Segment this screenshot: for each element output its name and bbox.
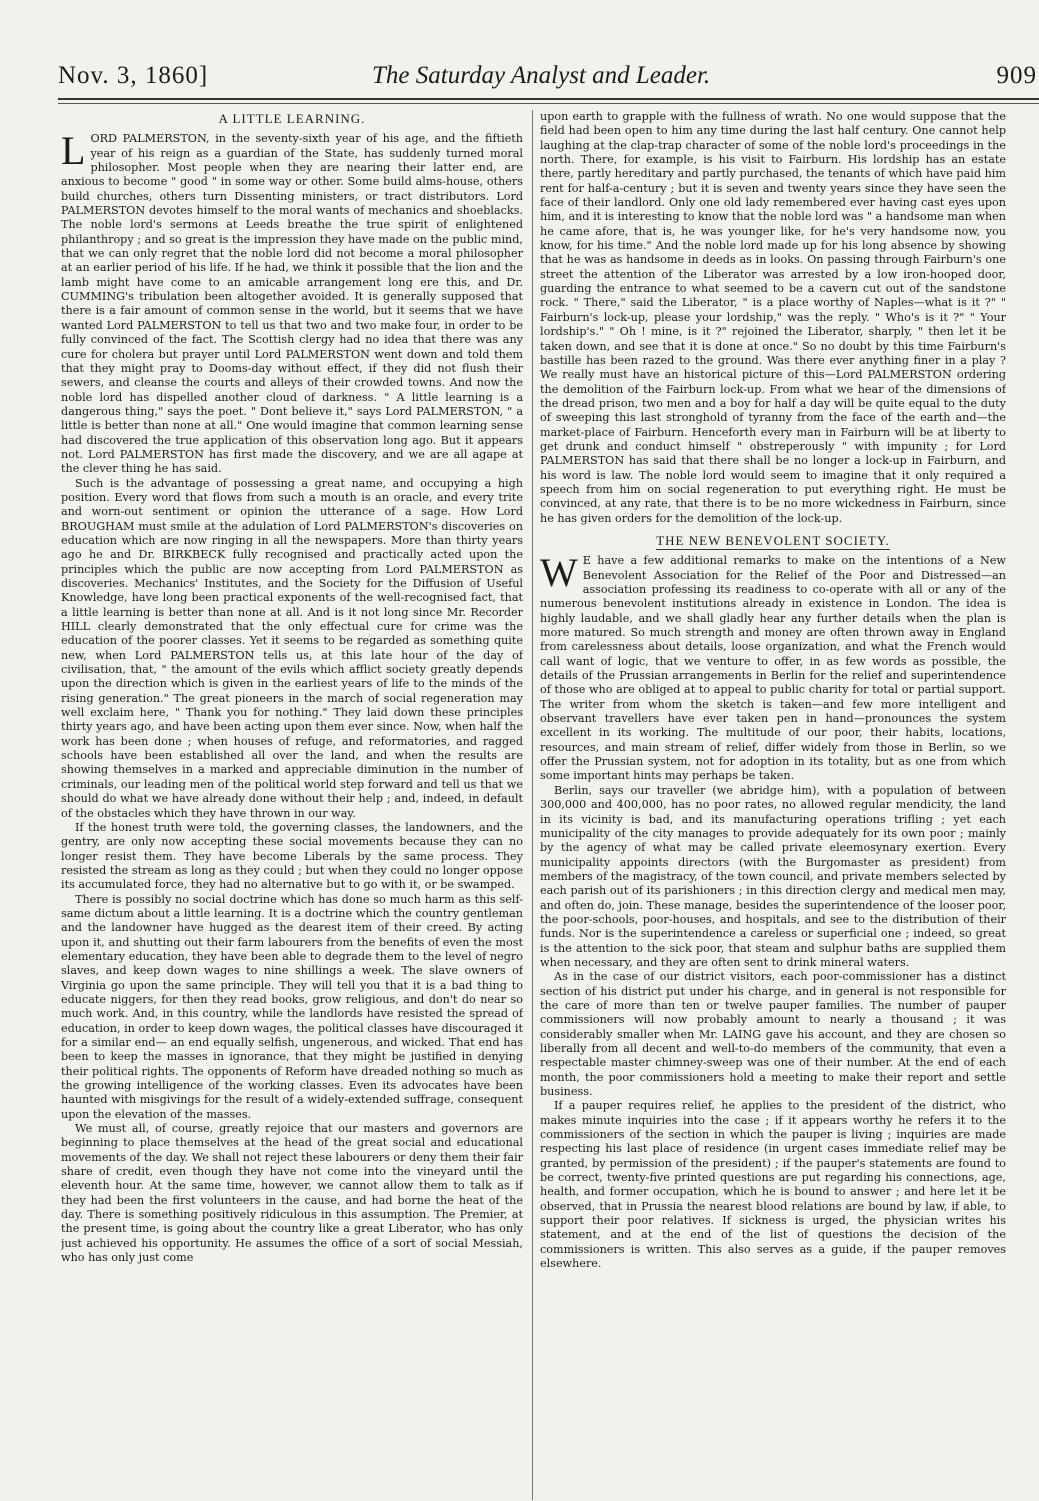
article-title-little-learning: A LITTLE LEARNING. <box>218 111 366 126</box>
right-column <box>540 110 1006 1495</box>
page-header <box>58 58 1039 100</box>
title-text: THE NEW BENEVOLENT SOCIETY. <box>656 532 890 548</box>
article-paragraph <box>540 550 1006 784</box>
article-paragraph: Such is the advantage of possessing a great name, and occupying a high position. Every word that flows from such a mouth is an oracle, and every trite and worn-out sentiment or opinion the utterance of a sage. How Lord BROUGHAM must smile at the adulation of Lord PALMERSTON's discoveries on education which are now ringing in all the newspapers. More than thirty years ago he and Dr. BIRKBECK fully recognised and practically acted upon the principles which the public are now accepting from Lord PALMERSTON as discoveries. Mechanics' Institutes, and the Society for the Diffusion of Useful Knowledge, have long been practical exponents of the well-recognised fact, that a little learning is better than none at all. And is it not long since Mr. Recorder HILL clearly demonstrated that the only effectual cure for crime was the education of the poorer classes. Yet it seems to be regarded as something quite new, when Lord PALMERSTON tells us, at this late hour of the day of civilisation, that, " the amount of the evils which afflict society greatly depends upon the direction which is given in the earliest years of life to the minds of the rising generation." The great pioneers in the march of social regeneration may well exclaim here, " Thank you for nothing." They laid down these principles thirty years ago, and have been acting upon them ever since. Now, when half the work has been done ; when houses of refuge, and reformatories, and ragged schools have been established all over the land, and when the results are showing themselves in a marked and appreciable diminution in the number of criminals, our leading men of the political world step forward and tell us that we should do what we have already done without their help ; and, indeed, in default of the obstacles which they have thrown in our way. <box>61 476 523 820</box>
article-paragraph: There is possibly no social doctrine which has done so much harm as this self-same dictum about a little learning. It is a doctrine which the country gentleman and the landowner have hugged as the dearest item of their creed. By acting upon it, and shutting out their farm labourers from the benefits of even the most elementary education, they have been able to degrade them to the level of negro slaves, and keep down wages to nine shillings a week. The slave owners of Virginia go upon the same principle. They will tell you that it is a bad thing to educate niggers, for then they read books, grow religious, and don't do near so much work. And, in this country, while the landlords have resisted the spread of education, in order to keep down wages, the political classes have discouraged it for a similar end— an end equally selfish, ungenerous, and wicked. That end has been to keep the masses in ignorance, that they might be justified in denying their political rights. The opponents of Reform have dreaded nothing so much as the growing intelligence of the working classes. Even its advocates have been haunted with misgivings for the result of a widely-extended suffrage, consequent upon the elevation of the masses. <box>61 892 523 1121</box>
article-paragraph <box>61 128 523 476</box>
drop-cap: W <box>540 550 578 596</box>
issue-date: Nov. 3, 1860] <box>58 62 209 89</box>
article-continuation: upon earth to grapple with the fullness of wrath. No one would suppose that the field had been open to him any time during the last half century. One cannot help laughing at the clap-trap character of some of the noble lord's proceedings in the north. There, for example, is his visit to Fairburn. His lordship has an estate there, partly hereditary and partly purchased, the tenants of which have paid him rent for half-a-century ; but it is seven and twenty years since they have seen the face of their landlord. Only one old lady remembered ever having cast eyes upon him, and it is interesting to know that the noble lord was " a handsome man when he came afore, that is, he was younger like, for he's very handsome now, you know, for his time." And the noble lord made up for his long absence by showing that he was as handsome in deeds as in looks. On passing through Fairburn's one street the attention of the Liberator was arrested by a low iron-hooped door, guarding the entrance to what seemed to be a cavern cut out of the sandstone rock. " There," said the Liberator, " is a place worthy of Naples—what is it ?" " Fairburn's lock-up, please your lordship," was the reply. " Who's is it ?" " Your lordship's." " Oh ! mine, is it ?" rejoined the Liberator, sharply, " then let it be taken down, and see that it is done at once." So no doubt by this time Fairburn's bastille has been razed to the ground. Was there ever anything finer in a play ? We really must have an historical picture of this—Lord PALMERSTON ordering the demolition of the Fairburn lock-up. From what we hear of the dimensions of the dread prison, two men and a boy for half a day will be quite equal to the duty of sweeping this last stronghold of tyranny from the face of the earth and—the market-place of Fairburn. Henceforth every man in Fairburn will be at liberty to get drunk and conduct himself " obstreperously " with impunity ; for Lord PALMERSTON has said that there shall be no longer a lock-up in Fairburn, and his word is law. The noble lord would seem to imagine that it only required a speech from him on social regeneration to put everything right. He must be convinced, at any rate, that there is to be no more wickedness in Fairburn, since he has given orders for the demolition of the lock-up. <box>540 110 1006 525</box>
column-divider <box>532 110 533 1500</box>
drop-cap: L <box>61 128 86 174</box>
article-paragraph: If a pauper requires relief, he applies to the president of the district, who makes minute inquiries into the case ; if it appears worthy he refers it to the commissioners of the section in which the pauper is living ; inquiries are made respecting his last place of residence (in urgent cases immediate relief may be granted, by permission of the president) ; if the pauper's statements are found to be correct, twenty-five printed questions are put regarding his connections, age, health, and former occupation, which he is bound to answer ; and here let it be observed, that in Prussia the nearest blood relations are bound by law, if able, to support their poor relatives. If sickness is urged, the physician writes his statement, and at the end of the list of questions the decision of the commissioners is written. This also serves as a guide, if the pauper removes elsewhere. <box>540 1099 1006 1271</box>
header-rule <box>58 103 1039 104</box>
article-title-benevolent-society <box>540 534 1006 548</box>
article-benevolent-society <box>540 534 1006 1272</box>
left-column <box>61 110 523 1495</box>
page-number: 909 <box>996 62 1037 89</box>
article-paragraph: Berlin, says our traveller (we abridge him), with a population of between 300,000 and 400,000, has no poor rates, no allowed regular mendicity, the land in its vicinity is bad, and its manufacturing operations trifling ; yet each municipality of the city manages to provide adequately for its own poor ; mainly by the agency of what may be called private eleemosynary exertion. Every municipality appoints directors (with the Burgomaster as president) from members of the magistracy, of the town council, and private members selected by each parish out of its parishioners ; in this direction clergy and medical men may, and often do, join. These manage, besides the superintendence of the looser poor, the poor-schools, poor-houses, and hospitals, and see to the distribution of their funds. Nor is the superintendence a careless or superficial one ; indeed, so great is the attention to the sick poor, that steam and sulphur baths are supplied them when necessary, and they are often sent to drink mineral waters. <box>540 783 1006 969</box>
article-paragraph: As in the case of our district visitors, each poor-commissioner has a distinct section of his district put under his charge, and in general is not responsible for the care of more than ten or twelve pauper families. The number of pauper commissioners will now probably amount to nearly a thousand ; it was considerably smaller when Mr. LAING gave his account, and they are chosen so liberally from all decent and well-to-do members of the community, that even a respectable master chimney-sweep was one of their number. At the end of each month, the poor commissioners hold a meeting to make their report and settle business. <box>540 970 1006 1099</box>
journal-title: The Saturday Analyst and Leader. <box>372 62 711 89</box>
article-paragraph: If the honest truth were told, the governing classes, the landowners, and the gentry, are only now accepting these social movements because they can no longer resist them. They have become Liberals by the same process. They resisted the stream as long as they could ; but when they could no longer oppose its accumulated force, they had no alternative but to go with it, or be swamped. <box>61 820 523 892</box>
article-paragraph: We must all, of course, greatly rejoice that our masters and governors are beginning to place themselves at the head of the great social and educational movements of the day. We shall not reject these labourers or deny them their fair share of credit, even though they have not come into the vineyard until the eleventh hour. At the same time, however, we cannot allow them to talk as if they had been the first volunteers in the cause, and had borne the heat of the day. There is something positively ridiculous in this assumption. The Premier, at the present time, is going about the country like a great Liberator, who has only just achieved his opportunity. He assumes the office of a sort of social Messiah, who has only just come <box>61 1122 523 1265</box>
paragraph-text: E have a few additional remarks to make on the intentions of a New Benevolent Association for the Relief of the Poor and Distressed—an association professing its readiness to co-operate with all or any of the numerous benevolent institutions already in existence in London. The idea is highly laudable, and we shall gladly hear any further details when the plan is more matured. So much strength and money are often thrown away in England from carelessness about details, loose organization, and what the French would call want of logic, that we venture to offer, in as few words as possible, the details of the Prussian arrangements in Berlin for the relief and superintendence of those who are obliged at to appeal to public charity for total or partial support. The writer from whom the sketch is taken—and few more intelligent and observant travellers have ever taken pen in hand—pronounces the system excellent in its working. The multitude of our poor, their habits, locations, resources, and main stream of relief, differ widely from those in Berlin, so we offer the Prussian system, not for adoption in its totality, but as one from which some important hints may perhaps be taken. <box>540 554 1006 783</box>
paragraph-text: ORD PALMERSTON, in the seventy-sixth year of his age, and the fiftieth year of his reign as a guardian of the State, has suddenly turned moral philosopher. Most people when they are nearing their latter end, are anxious to become " good " in some way or other. Some build alms-house, others build churches, others turn Dissenting ministers, or tract distributors. Lord PALMERSTON devotes himself to the moral wants of mechanics and shoeblacks. The noble lord's sermons at Leeds breathe the true spirit of enlightened philanthropy ; and so great is the impression they have made on the public mind, that we can only regret that the noble lord did not become a moral philosopher at an earlier period of his life. If he had, we think it possible that the lion and the lamb might have come to an amicable arrangement long ere this, and Dr. CUMMING's tribulation been altogether avoided. It is generally supposed that there is a fair amount of common sense in the world, but it seems that we have wanted Lord PALMERSTON to tell us that two and two make four, in order to be fully convinced of the fact. The Scottish clergy had no idea that there was any cure for cholera but prayer until Lord PALMERSTON went down and told them that they might pray to Dooms-day without effect, if they did not flush their sewers, and cleanse the courts and alleys of their crowded towns. And now the noble lord has dispelled another cloud of darkness. " A little learning is a dangerous thing," says the poet. " Dont believe it," says Lord PALMERSTON, " a little is better than none at all." One would imagine that common learning sense had discovered the true application of this observation long ago. But it appears not. Lord PALMERSTON has first made the discovery, and we are all agape at the clever thing he has said. <box>61 132 523 476</box>
